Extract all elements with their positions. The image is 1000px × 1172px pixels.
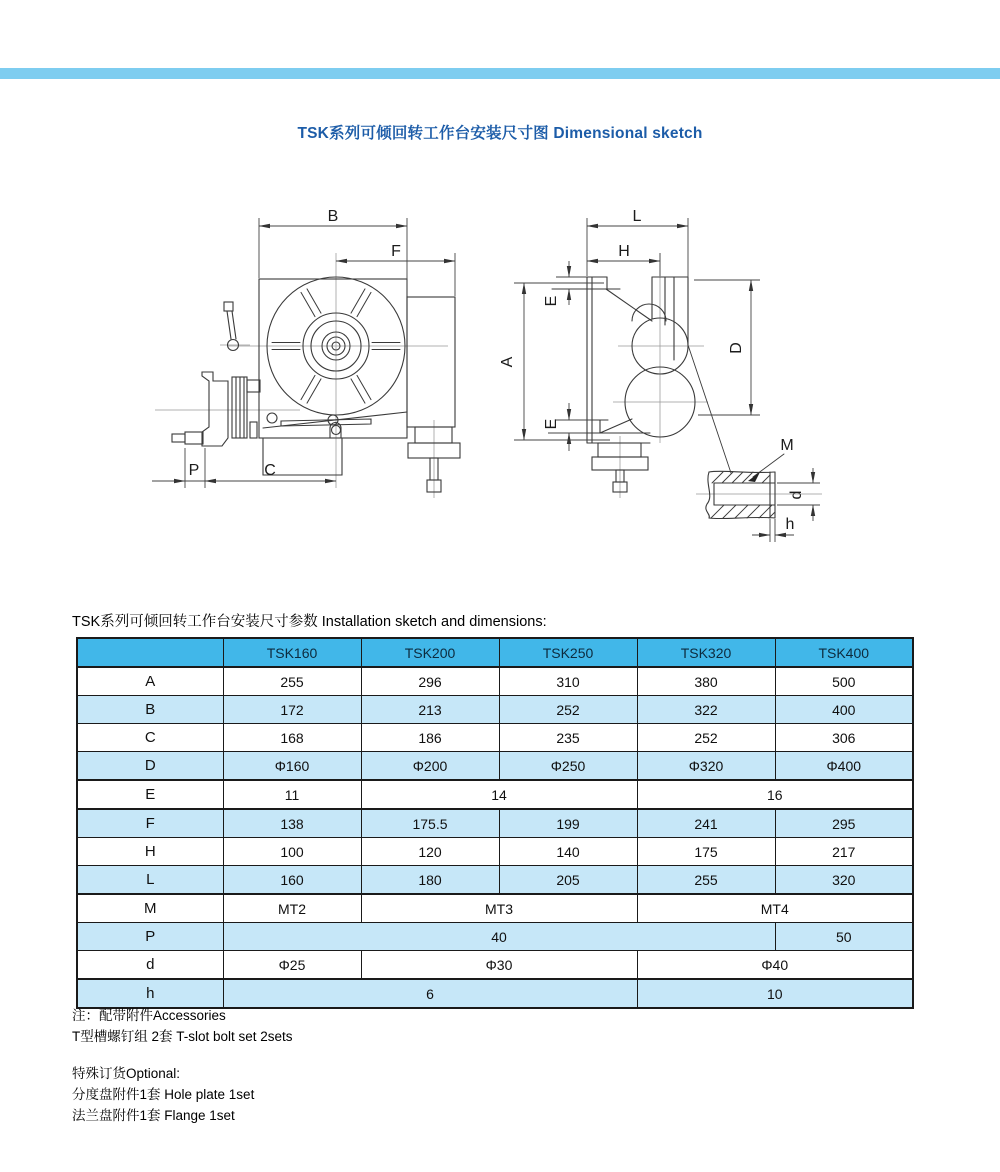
table-cell: Φ320 [637,752,775,781]
table-cell: 100 [223,838,361,866]
row-label-cell: h [77,979,223,1008]
taper-bore-detail [706,454,784,519]
table-cell: MT4 [637,894,913,923]
table-cell: 217 [775,838,913,866]
table-cell: 6 [223,979,637,1008]
worm-bracket [172,372,260,446]
table-row [77,809,913,838]
table-cell: 241 [637,809,775,838]
row-label-cell: M [77,894,223,923]
table-cell: 120 [361,838,499,866]
table-cell: 172 [223,696,361,724]
dim-label-M: M [780,437,794,454]
table-cell: 213 [361,696,499,724]
table-cell: 322 [637,696,775,724]
table-header-cell: TSK250 [499,638,637,667]
table-cell: 255 [637,866,775,895]
row-label-cell: P [77,923,223,951]
front-view [172,277,460,492]
table-cell: Φ250 [499,752,637,781]
table-cell: Φ40 [637,951,913,980]
accessories-note [72,1005,293,1047]
table-header-cell: TSK320 [637,638,775,667]
table-cell: 320 [775,866,913,895]
table-cell: 175 [637,838,775,866]
dim-label-D: D [728,342,745,354]
optional-title: 特殊订货Optional: [72,1066,181,1081]
optional-line1: 分度盘附件1套 Hole plate 1set [72,1087,255,1102]
dim-label-L: L [632,208,642,225]
table-cell: 175.5 [361,809,499,838]
table-cell: 40 [223,923,775,951]
table-header-cell: TSK400 [775,638,913,667]
table-cell: 10 [637,979,913,1008]
dim-label-B: B [327,208,339,225]
table-cell: 252 [499,696,637,724]
table-cell: 252 [637,724,775,752]
table-cell: Φ400 [775,752,913,781]
dim-label-h: h [785,516,795,533]
row-label-cell: L [77,866,223,895]
table-cell: 296 [361,667,499,696]
table-header-row [77,638,913,667]
table-cell: 310 [499,667,637,696]
table-cell: 500 [775,667,913,696]
table-row [77,979,913,1008]
row-label-cell: E [77,780,223,809]
table-cell: Φ200 [361,752,499,781]
table-header-cell: TSK200 [361,638,499,667]
table-cell: 138 [223,809,361,838]
accessories-note-line1: 注：配带附件Accessories [72,1008,226,1023]
technical-drawing-svg [0,170,1000,600]
table-cell: 50 [775,923,913,951]
table-cell: MT2 [223,894,361,923]
taper-arrow [748,472,760,482]
dim-label-P: P [188,462,200,479]
row-label-cell: H [77,838,223,866]
top-accent-bar [0,68,1000,79]
table-cell: Φ30 [361,951,637,980]
table-row [77,866,913,895]
table-row [77,752,913,781]
row-label-cell: C [77,724,223,752]
row-label-cell: D [77,752,223,781]
table-header-cell-blank [77,638,223,667]
optional-note [72,1063,254,1126]
table-cell: 235 [499,724,637,752]
table-cell: 186 [361,724,499,752]
side-view [552,277,731,492]
table-row [77,951,913,980]
table-cell: 16 [637,780,913,809]
table-cell: 14 [361,780,637,809]
page-title: TSK系列可倾回转工作台安装尺寸图 Dimensional sketch [297,125,703,142]
crank-handle [224,302,239,351]
optional-line2: 法兰盘附件1套 Flange 1set [72,1108,235,1123]
table-cell: 180 [361,866,499,895]
dim-label-F: F [391,243,401,260]
table-cell: 11 [223,780,361,809]
dim-label-E-bottom: E [543,418,560,430]
dim-label-E-top: E [543,295,560,307]
table-cell: 295 [775,809,913,838]
table-row [77,780,913,809]
table-cell: 140 [499,838,637,866]
hatching [711,472,775,518]
table-cell: 199 [499,809,637,838]
table-cell: 168 [223,724,361,752]
table-row [77,696,913,724]
table-cell: 306 [775,724,913,752]
table-head [77,638,913,667]
dim-label-H: H [618,243,630,260]
table-cell: 400 [775,696,913,724]
table-header-cell: TSK160 [223,638,361,667]
table-cell: 205 [499,866,637,895]
table-row [77,894,913,923]
rear-housing [407,297,455,427]
shaft-end [185,432,203,444]
centerlines [155,253,822,498]
dimensional-sketch [0,170,1000,600]
table-cell: MT3 [361,894,637,923]
table-row [77,667,913,696]
table-cell: 380 [637,667,775,696]
table-row [77,724,913,752]
row-label-cell: F [77,809,223,838]
table-caption: TSK系列可倾回转工作台安装尺寸参数 Installation sketch and dimensions: [72,614,547,630]
dimensions-table [76,637,914,1009]
table-row [77,838,913,866]
table-cell: Φ160 [223,752,361,781]
row-label-cell: d [77,951,223,980]
dim-label-C: C [264,462,276,479]
row-label-cell: A [77,667,223,696]
dim-label-A: A [499,356,516,368]
table-cell: 255 [223,667,361,696]
dimension-labels [189,208,805,533]
table-body [77,667,913,1008]
table-cell: Φ25 [223,951,361,980]
accessories-note-line2: T型槽螺钉组 2套 T-slot bolt set 2sets [72,1029,293,1044]
table-row [77,923,913,951]
row-label-cell: B [77,696,223,724]
dim-label-d: d [788,490,805,500]
table-cell: 160 [223,866,361,895]
